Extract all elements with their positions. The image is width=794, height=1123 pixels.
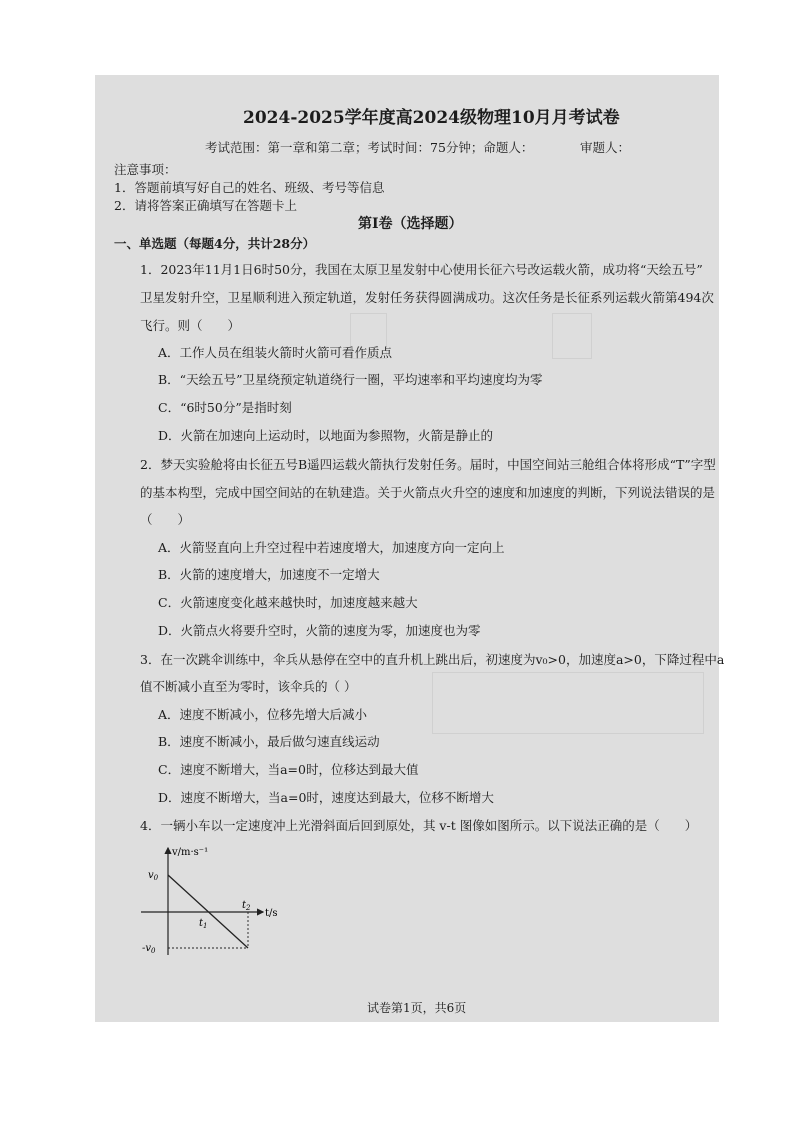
bleed-through-tape	[432, 672, 704, 734]
question-2-line: 的基本构型，完成中国空间站的在轨建造。关于火箭点火升空的速度和加速度的判断，下列说法错误的是	[140, 485, 716, 500]
question-1-option-c: C．“6时50分”是指时刻	[158, 400, 292, 415]
question-1-line: 卫星发射升空，卫星顺利进入预定轨道，发射任务获得圆满成功。这次任务是长征系列运载火箭第494次	[140, 290, 714, 305]
question-1-line: 飞行。则（ ）	[140, 318, 241, 333]
question-1-option-d: D．火箭在加速向上运动时，以地面为参照物，火箭是静止的	[158, 428, 494, 443]
question-3-option-c: C．速度不断增大，当a=0时，位移达到最大值	[158, 762, 419, 777]
note-item: 2．请将答案正确填写在答题卡上	[114, 198, 297, 213]
neg-v0-label: $-v_0$	[142, 943, 156, 955]
note-item: 1．答题前填写好自己的姓名、班级、考号等信息	[114, 180, 385, 195]
question-3-option-d: D．速度不断增大，当a=0时，速度达到最大，位移不断增大	[158, 790, 494, 805]
question-2-option-d: D．火箭点火将要升空时，火箭的速度为零，加速度也为零	[158, 623, 481, 638]
question-1-option-a: A．工作人员在组装火箭时火箭可看作质点	[158, 345, 393, 360]
question-4-line: 4．一辆小车以一定速度冲上光滑斜面后回到原处，其 v-t 图像如图所示。以下说法正确的是（ ）	[140, 818, 698, 833]
notes-heading: 注意事项：	[114, 162, 177, 177]
question-1-line: 1．2023年11月1日6时50分，我国在太原卫星发射中心使用长征六号改运载火箭，成功将“天绘五号”	[140, 262, 703, 277]
section-heading: 一、单选题（每题4分，共计28分）	[114, 236, 316, 251]
exam-info: 考试范围：第一章和第二章；考试时间：75分钟；命题人：	[205, 140, 534, 155]
part-heading: 第Ⅰ卷（选择题）	[358, 216, 463, 232]
question-3-option-a: A．速度不断减小，位移先增大后减小	[158, 707, 368, 722]
question-2-line: （ ）	[140, 512, 191, 527]
question-3-option-b: B．速度不断减小，最后做匀速直线运动	[158, 734, 380, 749]
exam-title: 2024-2025学年度高2024级物理10月月考试卷	[243, 108, 620, 128]
t1-label: $t_1$	[199, 918, 208, 930]
question-2-option-a: A．火箭竖直向上升空过程中若速度增大，加速度方向一定向上	[158, 540, 505, 555]
question-2-line: 2．梦天实验舱将由长征五号B遥四运载火箭执行发射任务。届时，中国空间站三舱组合体将形成“T”字型	[140, 457, 716, 472]
question-3-line: 3．在一次跳伞训练中，伞兵从悬停在空中的直升机上跳出后，初速度为v₀>0，加速度a>0，下降过程中a	[140, 652, 725, 667]
question-2-option-c: C．火箭速度变化越来越快时，加速度越来越大	[158, 595, 418, 610]
y-axis-label: v/m·s⁻¹	[172, 847, 209, 858]
v0-label: $v_0$	[148, 870, 159, 882]
question-2-option-b: B．火箭的速度增大，加速度不一定增大	[158, 567, 380, 582]
question-1-option-b: B．“天绘五号”卫星绕预定轨道绕行一圈，平均速率和平均速度均为零	[158, 372, 543, 387]
page-footer: 试卷第1页，共6页	[367, 1001, 467, 1015]
t2-label: $t_2$	[242, 900, 251, 912]
v-t-graph	[138, 845, 288, 960]
bleed-through-box	[552, 313, 592, 359]
question-3-line: 值不断减小直至为零时，该伞兵的（ ）	[140, 679, 357, 694]
x-axis-label: t/s	[265, 908, 278, 919]
reviewer-label: 审题人：	[580, 140, 631, 155]
